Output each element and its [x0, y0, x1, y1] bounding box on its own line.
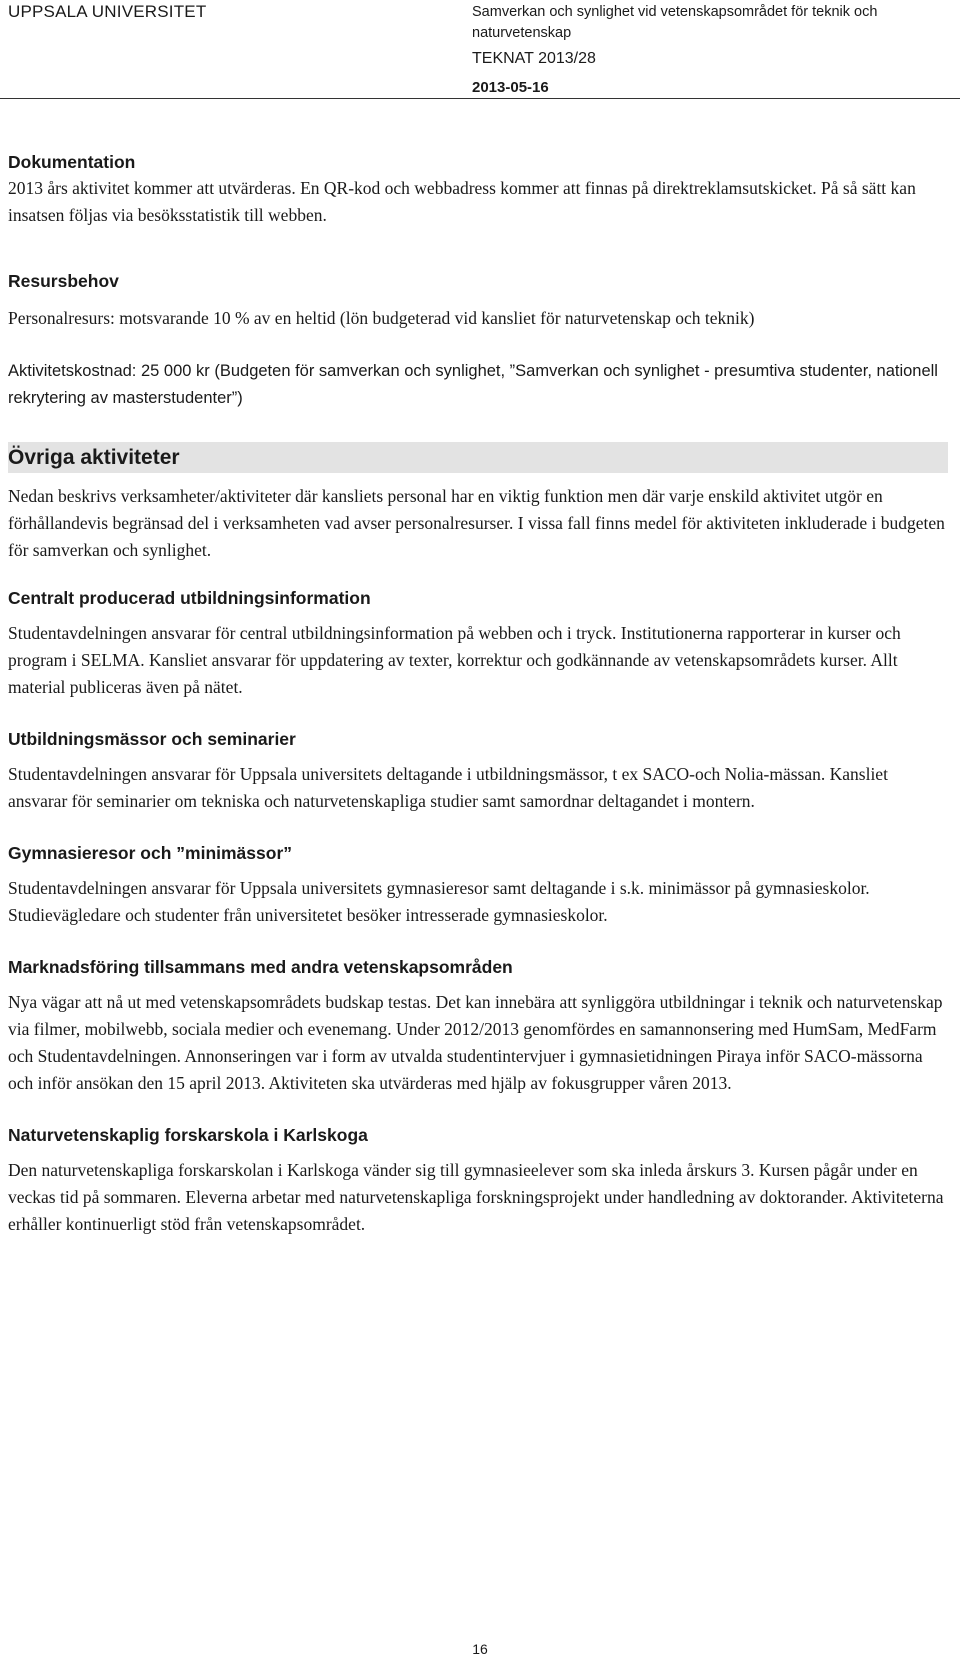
text-forskarskola: Den naturvetenskapliga forskarskolan i Karlskoga vänder sig till gymnasieelever som ska inleda årskurs 3. Kursen pågår under en veckas tid på sommaren. Eleverna arbetar med naturvetenskapliga forskningsprojekt under handledning av doktorander. Aktiviteterna erhåller kontinuerligt stöd från vetenskapsområdet. [8, 1160, 944, 1234]
heading-massor: Utbildningsmässor och seminarier [8, 729, 296, 749]
text-massor: Studentavdelningen ansvarar för Uppsala universitets deltagande i utbildningsmässor, t ex SACO-och Nolia-mässan. Kansliet ansvarar för seminarier om tekniska och naturvetenskapliga studier samt samordnar deltagandet i montern. [8, 764, 888, 811]
text-centralt: Studentavdelningen ansvarar för central utbildningsinformation på webben och i tryck. Institutionerna rapporterar in kurser och program i SELMA. Kansliet ansvarar för uppdatering av texter, korrektur och godkännande av vetenskapsområdets kurser. Allt material publiceras även på nätet. [8, 623, 901, 697]
document-date: 2013-05-16 [472, 79, 549, 96]
page-header [0, 0, 960, 100]
heading-centralt: Centralt producerad utbildningsinformation [8, 588, 371, 608]
heading-resursbehov: Resursbehov [8, 271, 119, 291]
text-ovriga-aktiviteter: Nedan beskrivs verksamheter/aktiviteter där kansliets personal har en viktig funktion men där varje enskild aktivitet utgör en förhållandevis begränsad del i verksamheten vad avser personalresurser. I vissa fall finns medel för aktiviteten inkluderade i budgeten för samverkan och synlighet. [8, 486, 945, 560]
document-body [8, 150, 948, 1238]
heading-ovriga-aktiviteter: Övriga aktiviteter [8, 442, 948, 473]
page-number: 16 [472, 1641, 488, 1657]
header-meta [472, 2, 942, 98]
document-number: TEKNAT 2013/28 [472, 50, 596, 67]
heading-gymnasieresor: Gymnasieresor och ”minimässor” [8, 843, 292, 863]
text-personalresurs: Personalresurs: motsvarande 10 % av en heltid (lön budgeterad vid kansliet för naturvetenskap och teknik) [8, 308, 755, 328]
text-aktivitetskostnad: Aktivitetskostnad: 25 000 kr (Budgeten för samverkan och synlighet, ”Samverkan och synlighet - presumtiva studenter, nationell rekrytering av masterstudenter”) [8, 362, 938, 407]
heading-marknadsforing: Marknadsföring tillsammans med andra vetenskapsområden [8, 957, 513, 977]
header-rule [0, 98, 960, 99]
heading-dokumentation: Dokumentation [8, 152, 136, 172]
document-subtitle: Samverkan och synlighet vid vetenskapsområdet för teknik och naturvetenskap [472, 4, 878, 41]
text-marknadsforing: Nya vägar att nå ut med vetenskapsområdets budskap testas. Det kan innebära att synliggöra utbildningar i teknik och naturvetenskap via filmer, mobilwebb, sociala medier och evenemang. Under 2012/2013 genomfördes en samannonsering med HumSam, MedFarm och Studentavdelningen. Annonseringen var i form av utvalda studentintervjuer i gymnasietidningen Piraya inför SACO-mässorna och inför ansökan den 15 april 2013. Aktiviteten ska utvärderas med hjälp av fokusgrupper våren 2013. [8, 992, 943, 1093]
heading-forskarskola: Naturvetenskaplig forskarskola i Karlskoga [8, 1125, 368, 1145]
organization-name: UPPSALA UNIVERSITET [8, 2, 207, 21]
text-gymnasieresor: Studentavdelningen ansvarar för Uppsala universitets gymnasieresor samt deltagande i s.k. minimässor på gymnasieskolor. Studievägledare och studenter från universitetet besöker intresserade gymnasieskolor. [8, 878, 870, 925]
text-dokumentation: 2013 års aktivitet kommer att utvärderas. En QR-kod och webbadress kommer att finnas på direktreklamsutskicket. På så sätt kan insatsen följas via besöksstatistik till webben. [8, 178, 916, 225]
